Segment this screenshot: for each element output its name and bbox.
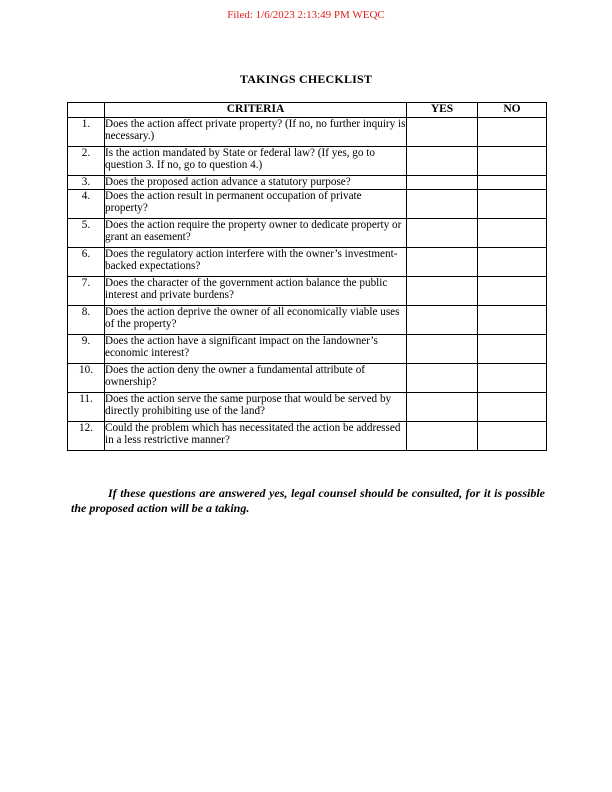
table-body [68, 118, 547, 451]
table-row [68, 118, 547, 147]
no-answer-cell[interactable] [478, 190, 547, 219]
yes-answer-cell[interactable] [407, 422, 478, 451]
row-number: 3. [68, 176, 105, 190]
legal-counsel-note: If these questions are answered yes, legal counsel should be consulted, for it is possible the proposed action will be a taking. [71, 486, 545, 515]
no-answer-cell[interactable] [478, 393, 547, 422]
no-answer-cell[interactable] [478, 364, 547, 393]
table-row [68, 190, 547, 219]
table-row [68, 306, 547, 335]
row-number: 4. [68, 190, 105, 219]
no-answer-cell[interactable] [478, 277, 547, 306]
table-row [68, 335, 547, 364]
table-row [68, 147, 547, 176]
row-number: 8. [68, 306, 105, 335]
takings-checklist-table [67, 102, 547, 451]
table-row [68, 176, 547, 190]
criteria-cell: Does the action have a significant impact on the landowner’s economic interest? [105, 335, 407, 364]
column-header-yes: YES [407, 103, 478, 118]
yes-answer-cell[interactable] [407, 248, 478, 277]
criteria-cell: Is the action mandated by State or federal law? (If yes, go to question 3. If no, go to question 4.) [105, 147, 407, 176]
column-header-criteria: CRITERIA [105, 103, 407, 118]
yes-answer-cell[interactable] [407, 147, 478, 176]
no-answer-cell[interactable] [478, 422, 547, 451]
no-answer-cell[interactable] [478, 176, 547, 190]
row-number: 12. [68, 422, 105, 451]
row-number: 9. [68, 335, 105, 364]
table-row [68, 219, 547, 248]
yes-answer-cell[interactable] [407, 364, 478, 393]
table-row [68, 277, 547, 306]
yes-answer-cell[interactable] [407, 335, 478, 364]
criteria-cell: Does the action affect private property? (If no, no further inquiry is necessary.) [105, 118, 407, 147]
no-answer-cell[interactable] [478, 147, 547, 176]
no-answer-cell[interactable] [478, 335, 547, 364]
row-number: 2. [68, 147, 105, 176]
table-row [68, 422, 547, 451]
filed-stamp: Filed: 1/6/2023 2:13:49 PM WEQC [227, 9, 385, 21]
document-title: TAKINGS CHECKLIST [239, 72, 373, 86]
row-number: 1. [68, 118, 105, 147]
table-row [68, 248, 547, 277]
criteria-cell: Does the action deprive the owner of all economically viable uses of the property? [105, 306, 407, 335]
no-answer-cell[interactable] [478, 118, 547, 147]
criteria-cell: Does the action result in permanent occupation of private property? [105, 190, 407, 219]
criteria-cell: Does the action require the property owner to dedicate property or grant an easement? [105, 219, 407, 248]
yes-answer-cell[interactable] [407, 306, 478, 335]
row-number: 10. [68, 364, 105, 393]
yes-answer-cell[interactable] [407, 219, 478, 248]
criteria-cell: Does the regulatory action interfere with the owner’s investment-backed expectations? [105, 248, 407, 277]
yes-answer-cell[interactable] [407, 118, 478, 147]
criteria-cell: Does the character of the government action balance the public interest and private burdens? [105, 277, 407, 306]
no-answer-cell[interactable] [478, 248, 547, 277]
column-header-no: NO [478, 103, 547, 118]
table-row [68, 364, 547, 393]
criteria-cell: Could the problem which has necessitated the action be addressed in a less restrictive manner? [105, 422, 407, 451]
yes-answer-cell[interactable] [407, 393, 478, 422]
no-answer-cell[interactable] [478, 306, 547, 335]
row-number: 7. [68, 277, 105, 306]
criteria-cell: Does the proposed action advance a statutory purpose? [105, 176, 407, 190]
yes-answer-cell[interactable] [407, 277, 478, 306]
yes-answer-cell[interactable] [407, 176, 478, 190]
row-number: 5. [68, 219, 105, 248]
table-header-row [68, 103, 547, 118]
row-number: 11. [68, 393, 105, 422]
column-header-number [68, 103, 105, 118]
criteria-cell: Does the action serve the same purpose that would be served by directly prohibiting use of the land? [105, 393, 407, 422]
table-row [68, 393, 547, 422]
yes-answer-cell[interactable] [407, 190, 478, 219]
row-number: 6. [68, 248, 105, 277]
criteria-cell: Does the action deny the owner a fundamental attribute of ownership? [105, 364, 407, 393]
no-answer-cell[interactable] [478, 219, 547, 248]
